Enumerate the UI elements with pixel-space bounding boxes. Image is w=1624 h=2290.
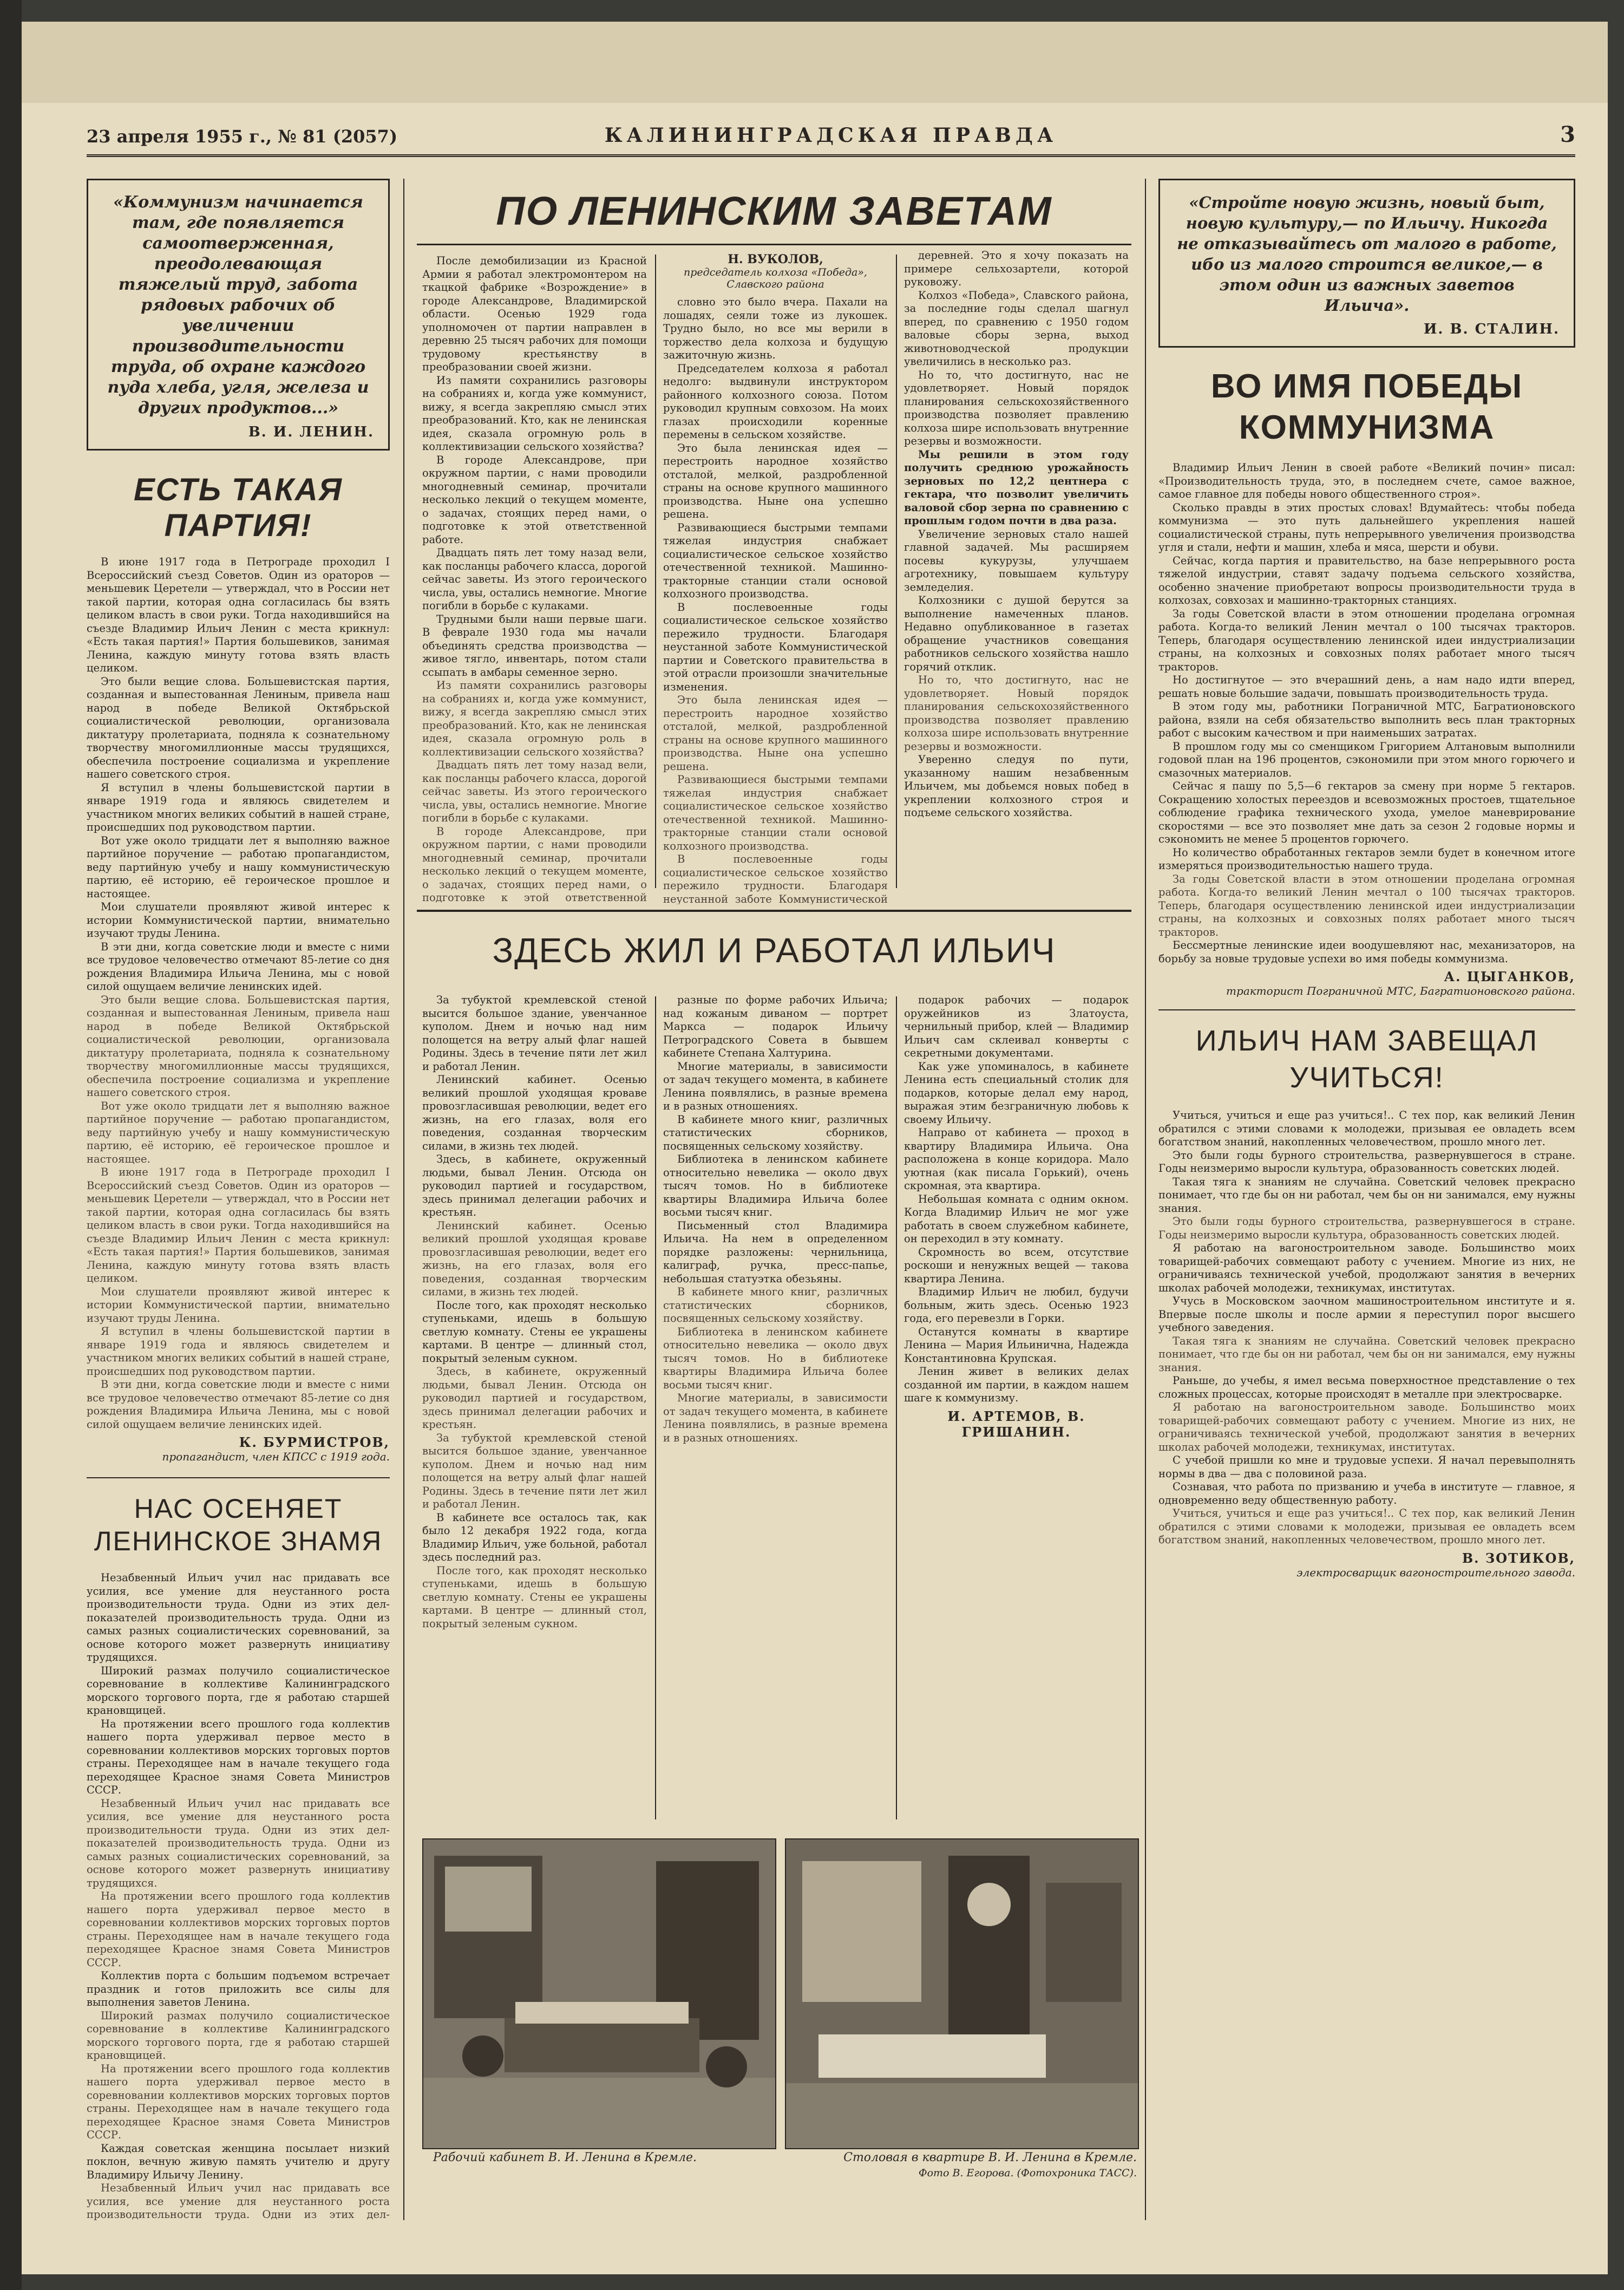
column-rule: [655, 255, 656, 888]
banner-para: Каждая советская женщина посылает низкий поклон, вечную живую память учителю и другу Владимиру Ильичу Ленину.: [87, 2142, 390, 2181]
kolkhoz-para: Из памяти сохранились разговоры на собраниях и, когда уже коммунист, вижу, я всегда закрепляю смысл этих преобразований. Кто, как не ленинская идея, сказала огромную роль в коллективизации сельского хозяйства?: [422, 374, 647, 453]
party-para: В июне 1917 года в Петрограде проходил I Всероссийский съезд Советов. Один из ораторов — меньшевик Церетели — утверждал, что в России нет такой партии, которая одна согласилась бы взять целиком власть в свои руки. Тогда находившийся на съезде Владимир Ильич Ленин с места крикнул: «Есть такая партия!» Партия большевиков, занимая Ленина, каждую минуту готова взять власть целиком.: [87, 556, 390, 674]
study-para: Учиться, учиться и еще раз учиться!.. С тех пор, как великий Ленин обратился с этими словами к молодежи, призывая ее овладеть всем богатством знаний, накопленных человечеством, прошло много лет.: [1158, 1109, 1575, 1148]
kolkhoz-para: Колхозники с душой берутся за выполнение намеченных планов. Недавно опубликованное в газетах обращение участников совещания работников сельского хозяйства нашло горячий отклик.: [904, 594, 1129, 673]
banner-para: Широкий размах получило социалистическое соревнование в коллективе Калининградского морского торгового порта, где я работаю старшей крановщицей.: [87, 1664, 390, 1717]
ilyich-para: Скромность во всем, отсутствие роскоши и ненужных вещей — такова квартира Ленина.: [904, 1245, 1129, 1285]
party-para: Вот уже около тридцати лет я выполняю важное партийное поручение — работаю пропагандистом, веду партийную учебу и нашу коммунистическую партию, её историю, её героическое прошлое и настоящее.: [87, 1099, 390, 1165]
banner-para: Широкий размах получило социалистическое соревнование в коллективе Калининградского морского торгового порта, где я работаю старшей крановщицей.: [87, 2009, 390, 2061]
photo-lenin-dining: [785, 1838, 1139, 2149]
ilyich-col-1: [422, 994, 647, 1828]
study-signature: В. ЗОТИКОВ,: [1462, 1550, 1575, 1566]
party-para: Это были вещие слова. Большевистская партия, созданная и выпестованная Лениным, привела наш народ в победе Великой Октябрьской социалистической революции, организовала диктатуру пролетариата, подняла к сознательному творчеству многомиллионные массы трудящихся, обеспечила построение социализма и укрепление нашего советского строя.: [87, 675, 390, 780]
kolkhoz-para: деревней. Это я хочу показать на примере сельхозартели, которой руковожу.: [904, 249, 1129, 288]
kolkhoz-para: Двадцать пять лет тому назад вели, как посланцы рабочего класса, дорогой сейчас заветы. Из этого героического числа, увы, остались немногие. Многие погибли в борьбе с кулаками.: [422, 759, 647, 824]
photo-lenin-dining-image: [786, 1839, 1138, 2148]
ilyich-para: Здесь, в кабинете, окруженный людьми, бывал Ленин. Отсюда он руководил партией и государством, здесь принимал делегации рабочих и крестьян.: [422, 1365, 647, 1431]
ilyich-para: Владимир Ильич не любил, будучи больным, жить здесь. Осенью 1923 года, его перевезли в Горки.: [904, 1286, 1129, 1325]
banner-para: На протяжении всего прошлого года коллектив нашего порта удерживал первое место в соревновании коллективов морских торговых портов страны. Переходящее нам в начале текущего года переходящее Красное знамя Совета Министров СССР.: [87, 1717, 390, 1796]
ilyich-para: После того, как проходят несколько ступеньками, идешь в большую светлую комнату. Стены ее украшены картами. В центре — длинный стол, покрытый зеленым сукном.: [422, 1299, 647, 1365]
kolkhoz-para: Из памяти сохранились разговоры на собраниях и, когда уже коммунист, вижу, я всегда закрепляю смысл этих преобразований. Кто, как не ленинская идея, сказала огромную роль в коллективизации сельского хозяйства?: [422, 679, 647, 758]
kolkhoz-col-1: [422, 255, 647, 904]
column-rule: [655, 996, 656, 1819]
kolkhoz-para: Развивающиеся быстрыми темпами тяжелая индустрия снабжает социалистическое сельское хозяйство отечественной техникой. Машинно-тракторные станции стали основой колхозного производства.: [663, 773, 888, 852]
newspaper-name: КАЛИНИНГРАДСКАЯ ПРАВДА: [604, 124, 1058, 147]
study-para: Учусь в Московском заочном машиностроительном институте и я. Впервые после школы и после армии я переступил порог высшего учебного заведения.: [1158, 1295, 1575, 1334]
study-signature-title: электросварщик вагоностроительного завода.: [1296, 1565, 1575, 1579]
center-banner: [417, 179, 1131, 245]
kolkhoz-para: Это была ленинская идея — перестроить народное хозяйство отсталой, мелкой, раздробленной страны на основе крупного машинного производства. Ныне она успешно решена.: [663, 694, 888, 773]
kolkhoz-para: Председателем колхоза я работал недолго: выдвинули инструктором районного колхозного союза. Потом руководил крупным совхозом. На моих глазах происходили коренные перемены в сельском хозяйстве.: [663, 362, 888, 441]
banner-para: Незабвенный Ильич учил нас придавать все усилия, все умение для неустанного роста производительности труда. Одни из этих дел-: [87, 2182, 390, 2220]
banner-para: На протяжении всего прошлого года коллектив нашего порта удерживал первое место в соревновании коллективов морских торговых портов страны. Переходящее нам в начале текущего года переходящее Красное знамя Совета Министров СССР.: [87, 2062, 390, 2141]
ilyich-para: Письменный стол Владимира Ильича. На нем в определенном порядке разложены: чернильница, калиграф, ручка, пресс-папье, небольшая статуэтка обезьяны.: [663, 1219, 888, 1285]
ilyich-para: В кабинете много книг, различных статистических сборников, посвященных сельскому хозяйству.: [663, 1286, 888, 1325]
ilyich-para: разные по форме рабочих Ильича; над кожаным диваном — портрет Маркса — подарок Ильичу Петроградского Совета в бывшем кабинете Степана Халтурина.: [663, 994, 888, 1059]
victory-para: Владимир Ильич Ленин в своей работе «Великий почин» писал: «Производительность труда, это, в последнем счете, самое важное, самое главное для победы нового общественного строя».: [1158, 461, 1575, 500]
lenin-quote: «Коммунизм начинается там, где появляется самоотверженная, преодолевающая тяжелый труд, забота рядовых рабочих об увеличении производительности труда, об охране каждого пуда хлеба, угля, железа и других продуктов...»: [107, 193, 369, 417]
study-para: Раньше, до учебы, я имел весьма поверхностное представление о тех сложных процессах, которые происходят в металле при электросварке.: [1158, 1374, 1575, 1400]
stalin-quote-box: [1158, 179, 1575, 348]
study-title: ИЛЬИЧ НАМ ЗАВЕЩАЛ УЧИТЬСЯ!: [1195, 1025, 1538, 1094]
victory-para: Но количество обработанных гектаров земли будет в конечном итоге измеряться производительностью нашего труда.: [1158, 846, 1575, 872]
study-para: Учиться, учиться и еще раз учиться!.. С тех пор, как великий Ленин обратился с этими словами к молодежи, призывая ее овладеть всем богатством знаний, накопленных человечеством, прошло много лет.: [1158, 1507, 1575, 1546]
right-column: [1158, 179, 1575, 2220]
party-para: Вот уже около тридцати лет я выполняю важное партийное поручение — работаю пропагандистом, веду партийную учебу и нашу коммунистическую партию, её историю, её героическое прошлое и настоящее.: [87, 834, 390, 900]
study-para: Я работаю на вагоностроительном заводе. Большинство моих товарищей-рабочих совмещают работу с учением. Многие из них, не ограничиваясь технической учебой, продолжают занятия в вечерних школах рабочей молодежи, техникумах, институтах.: [1158, 1242, 1575, 1294]
ilyich-col-2: [663, 994, 888, 1828]
ilyich-para: Как уже упоминалось, в кабинете Ленина есть специальный столик для подарков, которые делал ему народ, выражая этим безграничную любовь к своему Ильичу.: [904, 1060, 1129, 1126]
party-para: Я вступил в члены большевистской партии в январе 1919 года и являюсь свидетелем и участником многих великих событий в нашей стране, происшедших под руководством партии.: [87, 781, 390, 833]
section-rule: [417, 910, 1131, 912]
party-signature-title: пропагандист, член КПСС с 1919 года.: [162, 1450, 390, 1463]
banner-para: Незабвенный Ильич учил нас придавать все усилия, все умение для неустанного роста производительности труда. Одни из этих дел-показателей производительность труда. Одни из самых разных социалистических соревнований, за основе которого может развернуть инициативу трудящихся.: [87, 1571, 390, 1663]
kolkhoz-para: Колхоз «Победа», Славского района, за последние годы сделал шагнул вперед, по сравнению с 1950 годом валовые сборы зерна, выход животноводческой продукции увеличились в несколько раз.: [904, 289, 1129, 368]
victory-para: В прошлом году мы со сменщиком Григорием Алтановым выполнили годовой план на 196 процентов, сэкономили при этом много горючего и смазочных материалов.: [1158, 740, 1575, 779]
ilyich-para: Ленинский кабинет. Осенью великий прошлой уходящая кроваве провозгласившая революции, ведет его жизнь, на его глазах, воля его поведения, созданная творческим силами, в жизнь тех людей.: [422, 1073, 647, 1152]
lenin-quote-author: В. И. ЛЕНИН.: [248, 424, 374, 440]
victory-para: В этом году мы, работники Пограничной МТС, Багратионовского района, взяли на себя обязательство выполнить весь план тракторных работ с высоким качеством и при наименьших затратах.: [1158, 700, 1575, 739]
victory-para: Сейчас, когда партия и правительство, на базе непрерывного роста тяжелой индустрии, ставят задачу подъема сельского хозяйства, особенно значение приобретают вопросы производительности труда в колхозах, совхозах и машинно-тракторных станциях.: [1158, 554, 1575, 606]
kolkhoz-para: В городе Александрове, при окружном партии, с нами проводили многодневный семинар, прочитали несколько лекций о текущем моменте, о задачах, стоящих перед нами, о подготовке к этой ответственной: [422, 825, 647, 904]
ilyich-para: Ленин живет в великих делах созданной им партии, в каждом нашем шаге к коммунизму.: [904, 1365, 1129, 1404]
victory-para: Бессмертные ленинские идеи воодушевляют нас, механизаторов, на борьбу за новые трудовые успехи во имя победы коммунизма.: [1158, 939, 1575, 965]
kolkhoz-byline-title: председатель колхоза «Победа», Славского района: [684, 266, 867, 290]
kolkhoz-col-3: [904, 249, 1129, 904]
kolkhoz-byline: Н. ВУКОЛОВ,: [728, 252, 823, 266]
victory-para: Но достигнутое — это вчерашний день, а нам надо идти вперед, решать новые большие задачи, повышать производительность труда.: [1158, 674, 1575, 700]
page-number: 3: [1560, 122, 1575, 147]
kolkhoz-para: Уверенно следуя по пути, указанному нашим незабвенным Ильичем, мы добьемся новых побед в укреплении колхозного строя и подъеме сельского хозяйства.: [904, 753, 1129, 819]
ilyich-para: Здесь, в кабинете, окруженный людьми, бывал Ленин. Отсюда он руководил партией и государством, здесь принимал делегации рабочих и крестьян.: [422, 1153, 647, 1218]
column-rule: [1145, 179, 1146, 2220]
banner-para: Коллектив порта с большим подъемом встречает праздник и готов приложить все силы для выполнения заветов Ленина.: [87, 1969, 390, 2008]
column-rule: [403, 179, 404, 2220]
victory-para: За годы Советской власти в этом отношении проделана огромная работа. Когда-то великий Ленин мечтал о 100 тысячах тракторов. Теперь, благодаря осуществлению ленинской идеи индустриализации страны, на колхозных и совхозных полях работает много тысяч тракторов.: [1158, 872, 1575, 938]
study-para: Это были годы бурного строительства, развернувшегося в стране. Годы неизмеримо выросли культура, образованность советских людей.: [1158, 1149, 1575, 1175]
ilyich-signature: И. АРТЕМОВ, В. ГРИШАНИН.: [947, 1408, 1085, 1440]
issue-date: 23 апреля 1955 г., № 81 (2057): [87, 126, 398, 147]
study-para: С учебой пришли ко мне и трудовые успехи. Я начал перевыполнять нормы в два — два с половиной раза.: [1158, 1454, 1575, 1480]
victory-title: ВО ИМЯ ПОБЕДЫ КОММУНИЗМА: [1210, 368, 1523, 446]
photo-lenin-study: [422, 1838, 776, 2149]
ilyich-para: Библиотека в ленинском кабинете относительно невелика — около двух тысяч томов. Но в библиотеке квартиры Владимира Ильича более восьми тысяч книг.: [663, 1325, 888, 1391]
study-para: Такая тяга к знаниям не случайна. Советский человек прекрасно понимает, что где бы он ни работал, чем бы он ни занимался, ему нужны знания.: [1158, 1334, 1575, 1374]
photo-credit: Фото В. Егорова. (Фотохроника ТАСС).: [918, 2167, 1137, 2179]
ilyich-para: Небольшая комната с одним окном. Когда Владимир Ильич не мог уже работать в своем служебном кабинете, он переходил в эту комнату.: [904, 1192, 1129, 1245]
party-para: В эти дни, когда советские люди и вместе с ними все трудовое человечество отмечают 85-летие со дня рождения Владимира Ильича Ленина, мы с новой силой ощущаем величие ленинских идей.: [87, 1378, 390, 1431]
kolkhoz-para: Мы решили в этом году получить среднюю урожайность зерновых по 12,2 центнера с гектара, что позволит увеличить валовой сбор зерна по сравнению с прошлым годом почти в два раза.: [904, 448, 1129, 527]
stalin-quote: «Стройте новую жизнь, новый быт, новую культуру,— по Ильичу. Никогда не отказывайтесь от малого в работе, ибо из малого строится великое,— в этом один из важных заветов Ильича».: [1177, 193, 1557, 315]
victory-para: Сколько правды в этих простых словах! Вдумайтесь: чтобы победа коммунизма — это путь дальнейшего укрепления нашей социалистической страны, путь непрерывного увеличения производства угля и стали, нефти и машин, хлеба и мяса, шерсти и обуви.: [1158, 501, 1575, 553]
binding-edge: [0, 0, 22, 2290]
page-header: [87, 122, 1575, 157]
ilyich-para: В кабинете все осталось так, как было 12 декабря 1922 года, когда Владимир Ильич, уже больной, работал здесь последний раз.: [422, 1511, 647, 1563]
kolkhoz-col-2: [663, 249, 888, 904]
party-para: Это были вещие слова. Большевистская партия, созданная и выпестованная Лениным, привела наш народ в победе Великой Октябрьской социалистической революции, организовала диктатуру пролетариата, подняла к сознательному творчеству многомиллионные массы трудящихся, обеспечила построение социализма и укрепление нашего советского строя.: [87, 993, 390, 1099]
left-column: [87, 179, 390, 2220]
kolkhoz-para: Двадцать пять лет тому назад вели, как посланцы рабочего класса, дорогой сейчас заветы. Из этого героического числа, увы, остались немногие. Многие погибли в борьбе с кулаками.: [422, 546, 647, 612]
kolkhoz-para: В послевоенные годы социалистическое сельское хозяйство пережило трудности. Благодаря неустанной заботе Коммунистической партии и Советского правительства в этой отрасли произошли значительные изменения.: [663, 601, 888, 693]
ilyich-para: Ленинский кабинет. Осенью великий прошлой уходящая кроваве провозгласившая революции, ведет его жизнь, на его глазах, воля его поведения, созданная творческим силами, в жизнь тех людей.: [422, 1219, 647, 1298]
banner-para: На протяжении всего прошлого года коллектив нашего порта удерживал первое место в соревновании коллективов морских торговых портов страны. Переходящее нам в начале текущего года переходящее Красное знамя Совета Министров СССР.: [87, 1890, 390, 1969]
study-para: Сознавая, что работа по призванию и учеба в институте — главное, я одновременно веду общественную работу.: [1158, 1480, 1575, 1506]
ilyich-para: Многие материалы, в зависимости от задач текущего момента, в кабинете Ленина появлялись, в разные времена и в разных отношениях.: [663, 1392, 888, 1444]
party-para: В июне 1917 года в Петрограде проходил I Всероссийский съезд Советов. Один из ораторов — меньшевик Церетели — утверждал, что в России нет такой партии, которая одна согласилась бы взять целиком власть в свои руки. Тогда находившийся на съезде Владимир Ильич Ленин с места крикнул: «Есть такая партия!» Партия большевиков, занимая Ленина, каждую минуту готова взять власть целиком.: [87, 1166, 390, 1284]
victory-para: Сейчас я пашу по 5,5—6 гектаров за смену при норме 5 гектаров. Сокращению холостых переездов и всевозможных простоев, тщательное соблюдение графика технического ухода, умелое маневрирование скоростями — все это позволяет мне дать за сезон 2 годовые нормы и сэкономить не менее 5 процентов горючего.: [1158, 780, 1575, 845]
photo-right-caption: Столовая в квартире В. И. Ленина в Кремле.: [843, 2151, 1137, 2164]
page-top-margin: [22, 22, 1608, 103]
study-para: Такая тяга к знаниям не случайна. Советский человек прекрасно понимает, что где бы он ни работал, чем бы он ни занимался, ему нужны знания.: [1158, 1175, 1575, 1215]
stalin-quote-author: И. В. СТАЛИН.: [1423, 321, 1560, 337]
ilyich-para: Останутся комнаты в квартире Ленина — Мария Ильинична, Надежда Константиновна Крупская.: [904, 1325, 1129, 1365]
lenin-quote-box: [87, 179, 390, 451]
party-title: ЕСТЬ ТАКАЯ ПАРТИЯ!: [134, 472, 343, 543]
ilyich-para: В кабинете много книг, различных статистических сборников, посвященных сельскому хозяйству.: [663, 1113, 888, 1152]
ilyich-para: Библиотека в ленинском кабинете относительно невелика — около двух тысяч томов. Но в библиотеке квартиры Владимира Ильича более восьми тысяч книг.: [663, 1153, 888, 1218]
ilyich-col-3: [904, 994, 1129, 1828]
ilyich-para: Направо от кабинета — проход в квартиру Владимира Ильича. Она расположена в конце коридора. Мало уютная (как писала Горький), очень скромная, эта квартира.: [904, 1126, 1129, 1192]
column-rule: [896, 255, 897, 888]
party-para: В эти дни, когда советские люди и вместе с ними все трудовое человечество отмечают 85-летие со дня рождения Владимира Ильича Ленина, мы с новой силой ощущаем величие ленинских идей.: [87, 940, 390, 993]
victory-signature: А. ЦЫГАНКОВ,: [1444, 969, 1575, 984]
banner-title: НАС ОСЕНЯЕТ ЛЕНИНСКОЕ ЗНАМЯ: [94, 1493, 383, 1556]
center-banner-title: ПО ЛЕНИНСКИМ ЗАВЕТАМ: [496, 188, 1052, 233]
kolkhoz-para: Увеличение зерновых стало нашей главной задачей. Мы расширяем посевы кукурузы, улучшаем агротехнику, повышаем культуру земледелия.: [904, 527, 1129, 593]
kolkhoz-para: словно это было вчера. Пахали на лошадях, сеяли тоже из лукошек. Трудно было, но все мы верили в торжество дела колхоза и будущую зажиточную жизнь.: [663, 296, 888, 361]
kolkhoz-para: Но то, что достигнуто, нас не удовлетворяет. Новый порядок планирования сельскохозяйственного производства позволяет правлению колхоза шире использовать внутренние резервы и возможности.: [904, 368, 1129, 447]
study-para: Это были годы бурного строительства, развернувшегося в стране. Годы неизмеримо выросли культура, образованность советских людей.: [1158, 1215, 1575, 1241]
kolkhoz-para: В послевоенные годы социалистическое сельское хозяйство пережило трудности. Благодаря неустанной заботе Коммунистической: [663, 853, 888, 904]
divider: [87, 1477, 390, 1478]
kolkhoz-para: В городе Александрове, при окружном партии, с нами проводили многодневный семинар, прочитали несколько лекций о текущем моменте, о задачах, стоящих перед нами, о подготовке к этой ответственной работе.: [422, 453, 647, 546]
newspaper-page: [22, 22, 1608, 2274]
ilyich-para: За тубуктой кремлевской стеной высится большое здание, увенчанное куполом. Днем и ночью над ним полощется на ветру алый флаг нашей Родины. Здесь в течение пяти лет жил и работал Ленин.: [422, 1431, 647, 1510]
party-signature: К. БУРМИСТРОВ,: [239, 1434, 390, 1450]
party-para: Мои слушатели проявляют живой интерес к истории Коммунистической партии, внимательно изучают труды Ленина.: [87, 1285, 390, 1325]
victory-signature-title: тракторист Пограничной МТС, Багратионовского района.: [1226, 984, 1575, 997]
banner-para: Незабвенный Ильич учил нас придавать все усилия, все умение для неустанного роста производительности труда. Одни из этих дел-показателей производительность труда. Одни из самых разных социалистических соревнований, за основе которого может развернуть инициативу трудящихся.: [87, 1797, 390, 1889]
ilyich-title: ЗДЕСЬ ЖИЛ И РАБОТАЛ ИЛЬИЧ: [492, 931, 1056, 970]
kolkhoz-para: Это была ленинская идея — перестроить народное хозяйство отсталой, мелкой, раздробленной страны на основе крупного машинного производства. Ныне она успешно решена.: [663, 441, 888, 520]
ilyich-para: подарок рабочих — подарок оружейников из Златоуста, чернильный прибор, клей — Владимир Ильич сам склеивал конверты с секретными документами.: [904, 994, 1129, 1059]
victory-para: За годы Советской власти в этом отношении проделана огромная работа. Когда-то великий Ленин мечтал о 100 тысячах тракторов. Теперь, благодаря осуществлению ленинской идеи индустриализации страны, на колхозных и совхозных полях работает много тысяч тракторов.: [1158, 607, 1575, 673]
party-para: Я вступил в члены большевистской партии в январе 1919 года и являюсь свидетелем и участником многих великих событий в нашей стране, происшедших под руководством партии.: [87, 1325, 390, 1378]
kolkhoz-para: Трудными были наши первые шаги. В феврале 1930 года мы начали объединять средства производства — живое тягло, инвентарь, потом стали ссыпать в амбары семенное зерно.: [422, 612, 647, 678]
kolkhoz-para: Развивающиеся быстрыми темпами тяжелая индустрия снабжает социалистическое сельское хозяйство отечественной техникой. Машинно-тракторные станции стали основой колхозного производства.: [663, 521, 888, 600]
party-para: Мои слушатели проявляют живой интерес к истории Коммунистической партии, внимательно изучают труды Ленина.: [87, 901, 390, 940]
column-rule: [896, 996, 897, 1819]
kolkhoz-para: После демобилизации из Красной Армии я работал электромонтером на ткацкой фабрике «Возрождение» в городе Александрове, Владимирской области. Осенью 1929 года уполномочен от партии направлен в деревню 25 тысяч рабочих для помощи трудовому крестьянству в преобразовании своей жизни.: [422, 255, 647, 373]
ilyich-para: За тубуктой кремлевской стеной высится большое здание, увенчанное куполом. Днем и ночью над ним полощется на ветру алый флаг нашей Родины. Здесь в течение пяти лет жил и работал Ленин.: [422, 994, 647, 1073]
kolkhoz-para: Но то, что достигнуто, нас не удовлетворяет. Новый порядок планирования сельскохозяйственного производства позволяет правлению колхоза шире использовать внутренние резервы и возможности.: [904, 674, 1129, 753]
study-para: Я работаю на вагоностроительном заводе. Большинство моих товарищей-рабочих совмещают работу с учением. Многие из них, не ограничиваясь технической учебой, продолжают занятия в вечерних школах рабочей молодежи, техникумах, институтах.: [1158, 1401, 1575, 1453]
ilyich-para: Многие материалы, в зависимости от задач текущего момента, в кабинете Ленина появлялись, в разные времена и в разных отношениях.: [663, 1060, 888, 1112]
photo-lenin-study-image: [423, 1839, 775, 2148]
ilyich-para: После того, как проходят несколько ступеньками, идешь в большую светлую комнату. Стены ее украшены картами. В центре — длинный стол, покрытый зеленым сукном.: [422, 1564, 647, 1630]
photo-left-caption: Рабочий кабинет В. И. Ленина в Кремле.: [433, 2151, 697, 2164]
divider: [1158, 1009, 1575, 1010]
